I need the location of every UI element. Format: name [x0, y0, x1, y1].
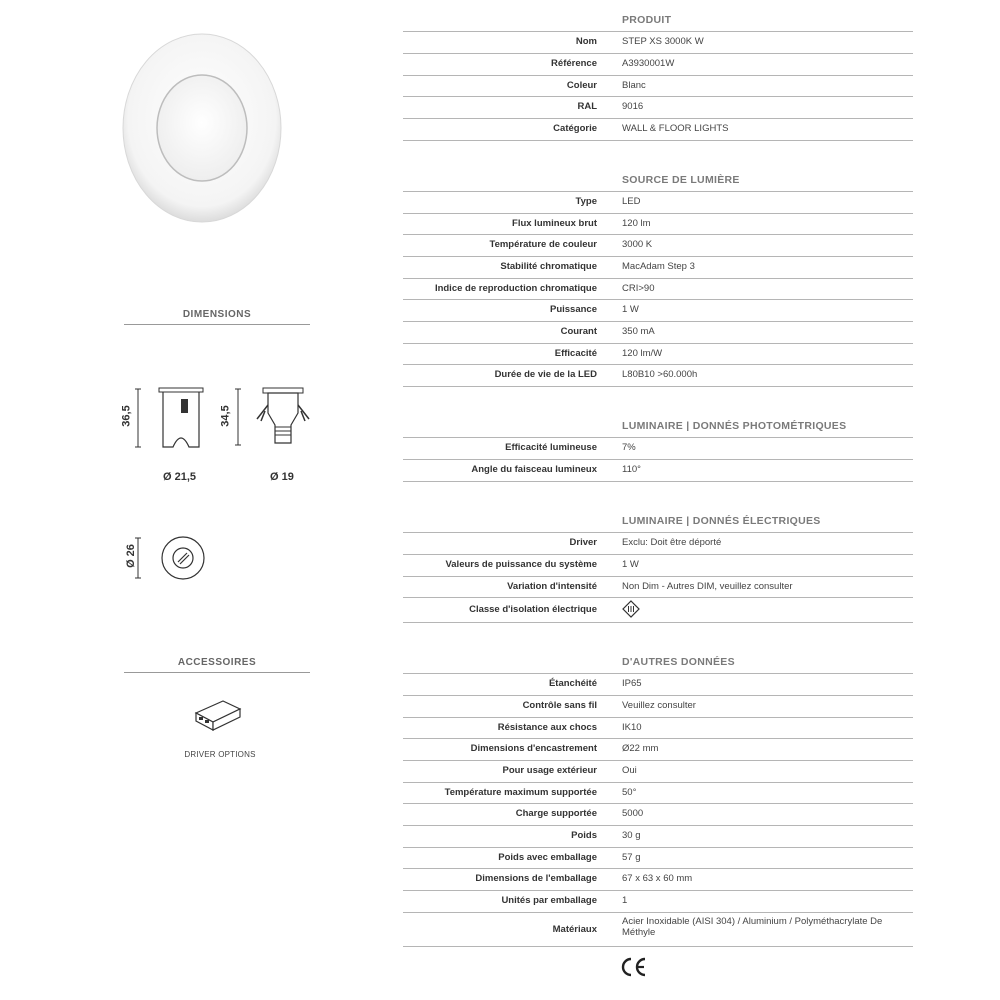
spec-label: Flux lumineux brut — [512, 218, 597, 229]
spec-value: Blanc — [622, 80, 646, 91]
spec-value: Veuillez consulter — [622, 700, 696, 711]
spec-label: Type — [575, 196, 597, 207]
spec-value: 67 x 63 x 60 mm — [622, 873, 693, 884]
spec-value: Oui — [622, 765, 637, 776]
spec-row — [403, 695, 913, 717]
spec-label: Pour usage extérieur — [502, 765, 597, 776]
spec-label: Driver — [569, 537, 597, 548]
spec-label: Dimensions de l'emballage — [475, 873, 597, 884]
spec-value: 3000 K — [622, 239, 653, 250]
spec-row — [403, 782, 913, 804]
spec-row — [403, 554, 913, 576]
spec-row — [403, 597, 913, 623]
spec-label: Catégorie — [553, 123, 597, 134]
spec-row — [403, 191, 913, 213]
spec-value: 350 mA — [622, 326, 655, 337]
spec-label: Contrôle sans fil — [522, 700, 597, 711]
spec-label: Puissance — [550, 304, 597, 315]
spec-row — [403, 53, 913, 75]
spec-value: 5000 — [622, 808, 644, 819]
ce-mark-icon — [620, 956, 648, 978]
spec-row — [403, 321, 913, 343]
spec-row — [403, 31, 913, 53]
spec-row — [403, 256, 913, 278]
spec-value: A3930001W — [622, 58, 675, 69]
spec-value: Ø22 mm — [622, 743, 659, 754]
spec-row — [403, 868, 913, 890]
spec-row — [403, 213, 913, 235]
spec-label: Stabilité chromatique — [500, 261, 597, 272]
spec-label: Coleur — [566, 80, 597, 91]
spec-row — [403, 738, 913, 760]
section-title-photometric: LUMINAIRE | DONNÉS PHOTOMÉTRIQUES — [622, 420, 847, 432]
dimension-drawing-side — [235, 385, 315, 455]
spec-value: 7% — [622, 442, 636, 453]
spec-row — [403, 459, 913, 482]
spec-row — [403, 890, 913, 912]
spec-label: Valeurs de puissance du système — [445, 559, 597, 570]
section-title-electrical: LUMINAIRE | DONNÉS ÉLECTRIQUES — [622, 515, 821, 527]
spec-row — [403, 576, 913, 598]
spec-row — [403, 912, 913, 947]
spec-label: Charge supportée — [515, 808, 597, 819]
dimension-drawing-top — [135, 535, 215, 583]
spec-value: LED — [622, 196, 641, 207]
spec-value: Exclu: Doit être déporté — [622, 537, 722, 548]
product-image — [122, 33, 282, 223]
spec-row — [403, 75, 913, 97]
height-label-1: 36,5 — [120, 405, 133, 427]
spec-value: WALL & FLOOR LIGHTS — [622, 123, 729, 134]
spec-value: 1 W — [622, 559, 639, 570]
spec-label: Durée de vie de la LED — [494, 369, 597, 380]
spec-value: 120 lm — [622, 218, 651, 229]
diameter-label-3: Ø 26 — [124, 544, 137, 568]
spec-row — [403, 847, 913, 869]
spec-label: Unités par emballage — [501, 895, 597, 906]
spec-label: Nom — [575, 36, 597, 47]
driver-box-icon — [193, 695, 243, 735]
spec-row — [403, 234, 913, 256]
spec-value: Non Dim - Autres DIM, veuillez consulter — [622, 581, 793, 592]
diameter-label-1: Ø 21,5 — [163, 471, 197, 483]
spec-label: Efficacité — [554, 348, 597, 359]
spec-row — [403, 118, 913, 141]
spec-value: Acier Inoxidable (AISI 304) / Aluminium / Polyméthacrylate De Méthyle — [622, 916, 883, 938]
spec-label: Dimensions d'encastrement — [470, 743, 597, 754]
spec-value: 120 lm/W — [622, 348, 663, 359]
spec-label: Classe d'isolation électrique — [469, 604, 597, 615]
spec-value: 57 g — [622, 852, 641, 863]
spec-label: Poids — [571, 830, 597, 841]
class-iii-isolation-icon — [622, 600, 912, 621]
spec-row — [403, 673, 913, 695]
spec-value: MacAdam Step 3 — [622, 261, 695, 272]
spec-value: L80B10 >60.000h — [622, 369, 698, 380]
spec-label: Efficacité lumineuse — [505, 442, 597, 453]
accessory-driver-options: DRIVER OPTIONS — [184, 750, 256, 759]
spec-value: IK10 — [622, 722, 642, 733]
spec-label: Résistance aux chocs — [497, 722, 597, 733]
height-label-2: 34,5 — [219, 405, 232, 427]
spec-value: 50° — [622, 787, 637, 798]
spec-row — [403, 278, 913, 300]
spec-row — [403, 532, 913, 554]
spec-row — [403, 364, 913, 387]
spec-label: Indice de reproduction chromatique — [434, 283, 597, 294]
spec-label: RAL — [577, 101, 597, 112]
spec-value: 30 g — [622, 830, 641, 841]
spec-row — [403, 717, 913, 739]
spec-row — [403, 437, 913, 459]
spec-label: Étanchéité — [548, 678, 597, 689]
accessories-title: ACCESSOIRES — [124, 657, 310, 673]
spec-row — [403, 299, 913, 321]
spec-label: Variation d'intensité — [507, 581, 597, 592]
spec-row — [403, 803, 913, 825]
spec-value: STEP XS 3000K W — [622, 36, 704, 47]
spec-row — [403, 760, 913, 782]
section-title-source: SOURCE DE LUMIÈRE — [622, 174, 740, 186]
spec-label: Courant — [560, 326, 597, 337]
spec-label: Angle du faisceau lumineux — [471, 464, 597, 475]
spec-value: IP65 — [622, 678, 642, 689]
spec-value: 110° — [622, 464, 641, 475]
spec-label: Température maximum supportée — [444, 787, 597, 798]
spec-label: Poids avec emballage — [498, 852, 597, 863]
spec-value: 1 W — [622, 304, 639, 315]
spec-row — [403, 96, 913, 118]
spec-value: 9016 — [622, 101, 644, 112]
spec-label: Matériaux — [552, 924, 597, 935]
spec-value: 1 — [622, 895, 628, 906]
diameter-label-2: Ø 19 — [270, 471, 294, 483]
spec-label: Température de couleur — [489, 239, 597, 250]
spec-label: Référence — [551, 58, 597, 69]
dimensions-title: DIMENSIONS — [124, 309, 310, 325]
spec-value: CRI>90 — [622, 283, 655, 294]
spec-row — [403, 825, 913, 847]
dimension-drawing-front — [135, 385, 215, 455]
section-title-produit: PRODUIT — [622, 14, 672, 26]
spec-row — [403, 343, 913, 365]
section-title-other: D'AUTRES DONNÉES — [622, 656, 735, 668]
